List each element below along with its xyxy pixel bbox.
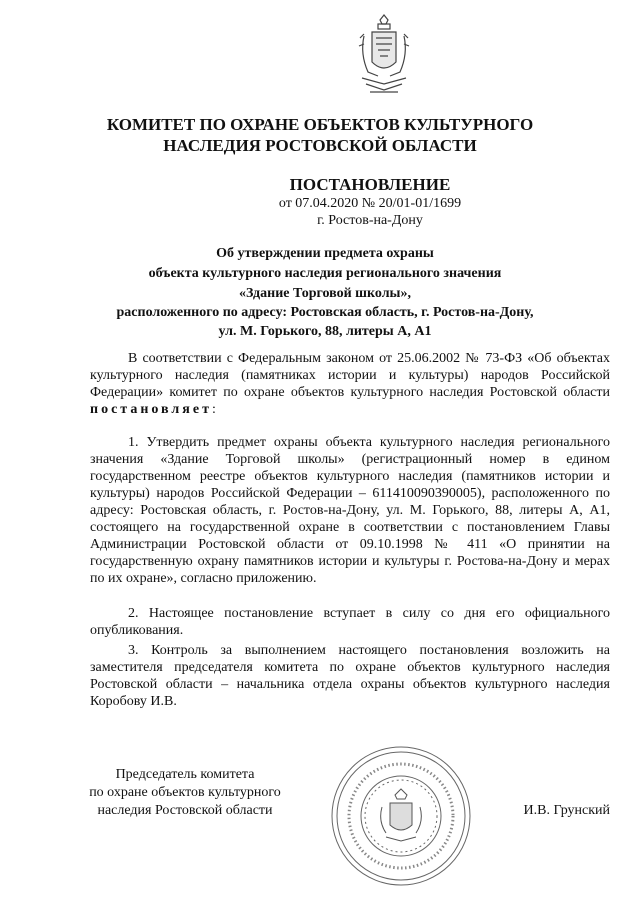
- subject-line-1: Об утверждении предмета охраны: [216, 246, 434, 261]
- subject-line-3: «Здание Торговой школы»,: [239, 286, 411, 301]
- subject-line-2: объекта культурного наследия регионального значения: [148, 266, 502, 281]
- preamble-text: В соответствии с Федеральным законом от 25.06.2002 № 73-ФЗ «Об объектах культурного наследия (памятниках истории и культуры) народов Российской Федерации» комитет по охране объектов культурного наследия Ростовской области: [90, 351, 610, 400]
- signatory-title-line-1: Председатель комитета: [115, 767, 255, 782]
- item-1: [90, 434, 610, 587]
- official-seal-icon: [330, 745, 472, 887]
- decree-date-number: от 07.04.2020 № 20/01-01/1699: [278, 196, 462, 211]
- item-3-text: 3. Контроль за выполнением настоящего постановления возложить на заместителя председателя комитета по охране объектов культурного наследия Ростовской области – начальника отдела охраны объектов культурного наследия Коробову И.В.: [90, 643, 610, 709]
- item-3: [90, 642, 610, 710]
- org-name-line-2: НАСЛЕДИЯ РОСТОВСКОЙ ОБЛАСТИ: [163, 136, 477, 155]
- preamble: [90, 350, 610, 418]
- item-1-text: 1. Утвердить предмет охраны объекта культурного наследия регионального значения «Здание Торговой школы» (регистрационный номер в едином государственном реестре объектов культурного наследия (памятников истории и культуры) народов Российской Федерации – 611410090390005), расположенного по адресу: Ростовская область, г. Ростов-на-Дону, ул. М. Горького, 88, литеры А, А1, состоящего на государственной охране в соответствии с постановлением Главы Администрации Ростовской области от 09.10.1998 № 411 «О принятии на государственную охрану памятников истории и культуры г. Ростова-на-Дону и мерах по их охране», согласно приложению.: [90, 435, 610, 586]
- coat-of-arms-icon: [356, 14, 412, 100]
- preamble-colon: :: [211, 402, 216, 417]
- item-2: [90, 605, 610, 639]
- item-2-text: 2. Настоящее постановление вступает в силу со дня его официального опубликования.: [90, 606, 610, 638]
- decree-city: г. Ростов-на-Дону: [317, 213, 423, 228]
- signatory-title-line-2: по охране объектов культурного: [89, 785, 281, 800]
- decree-title: ПОСТАНОВЛЕНИЕ: [289, 175, 451, 194]
- subject-line-5: ул. М. Горького, 88, литеры А, А1: [218, 324, 432, 339]
- signatory-name: И.В. Грунский: [523, 803, 610, 818]
- subject-line-4: расположенного по адресу: Ростовская область, г. Ростов-на-Дону,: [116, 305, 534, 320]
- org-name-line-1: КОМИТЕТ ПО ОХРАНЕ ОБЪЕКТОВ КУЛЬТУРНОГО: [106, 115, 534, 134]
- resolves-word: постановляет: [90, 402, 212, 417]
- signatory-title-line-3: наследия Ростовской области: [97, 803, 273, 818]
